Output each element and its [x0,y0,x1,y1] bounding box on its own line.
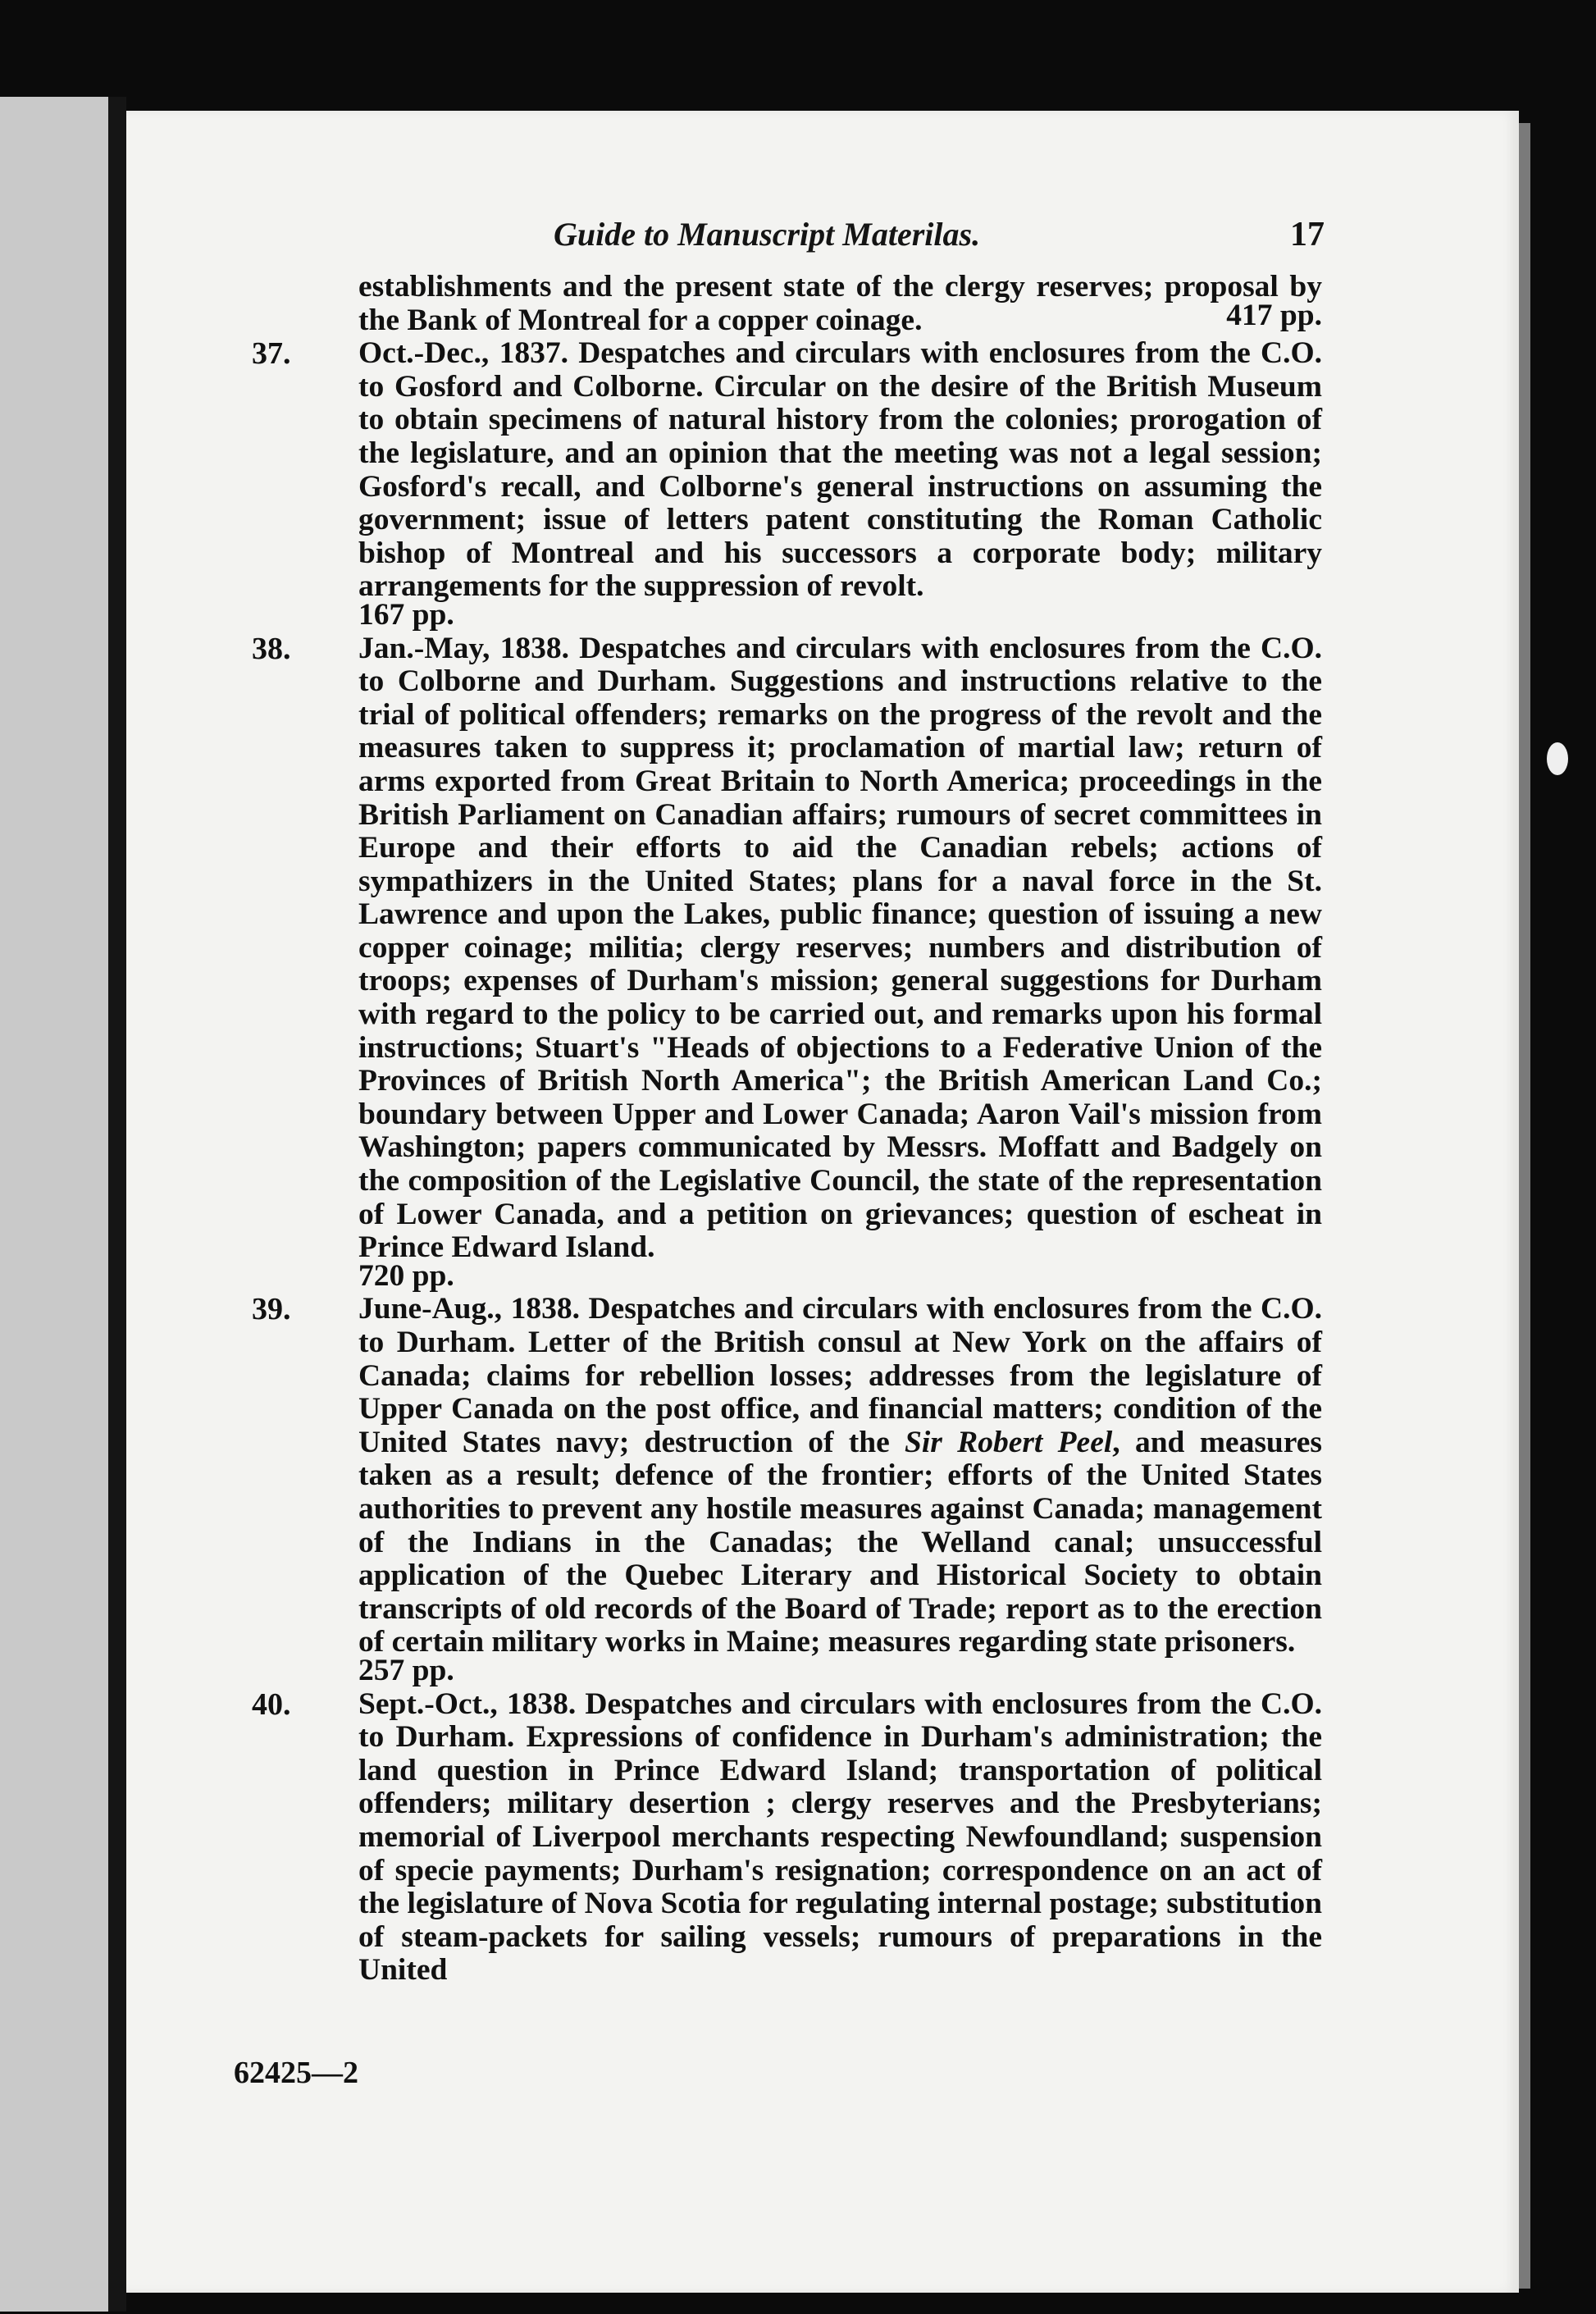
entry-text: Oct.-Dec., 1837. Despatches and circulars with enclosures from the C.O. to Gosford and Colborne. Circular on the desire of the British Museum to obtain specimens of natural history from the colonies; prorogation of the legislature, and an opinion that the meeting was not a legal session; Gosford's recall, and Colborne's general instructions on assuming the government; issue of letters patent constituting the Roman Catholic bishop of Montreal and his successors a corporate body; military arrangements for the suppression of revolt. [358,336,1322,604]
entry-number: 37. [252,336,291,372]
entry-text-part2: , and measures taken as a result; defence of the frontier; efforts of the United States authorities to prevent any hostile measures against Canada; management of the Indians in the Canadas; the Welland canal; unsuccessful application of the Quebec Literary and Historical Society to obtain transcripts of old records of the Board of Trade; report as to the erection of certain military works in Maine; measures regarding state prisoners. [358,1425,1322,1659]
entry-39 [231,1293,1322,1687]
entry-number: 38. [252,631,291,666]
entry-text: Jan.-May, 1838. Despatches and circulars with enclosures from the C.O. to Colborne and Durham. Suggestions and instructions relative to the trial of political offenders; remarks on the progress of the revolt and the measures taken to suppress it; proclamation of martial law; return of arms exported from Great Britain to North America; proceedings in the British Parliament on Canadian affairs; rumours of secret committees in Europe and their efforts to aid the Canadian rebels; actions of sympathizers in the United States; plans for a naval force in the St. Lawrence and upon the Lakes, public finance; question of issuing a new copper coinage; militia; clergy reserves; numbers and distribution of troops; expenses of Durham's mission; general suggestions for Durham with regard to the policy to be carried out, and remarks upon his formal instructions; Stuart's "Heads of objections to a Federative Union of the Provinces of British North America"; the British American Land Co.; boundary between Upper and Lower Canada; Aaron Vail's mission from Washington; papers communicated by Messrs. Moffatt and Badgely on the composition of the Legislative Council, the state of the representation of Lower Canada, and a petition on grievances; question of escheat in Prince Edward Island. [358,631,1322,1265]
running-title: Guide to Manuscript Materilas. [554,216,981,253]
page-body [231,271,1322,1988]
printer-signature: 62425—2 [234,2056,358,2090]
page-count: 417 pp. [1226,298,1322,332]
continuation-text: establishments and the present state of the clergy reserves; proposal by the Bank of Montreal for a copper coinage. [358,270,1322,337]
page-edge-shadow [1519,123,1530,2289]
entry-37 [231,337,1322,632]
entry-number: 39. [252,1292,291,1327]
facing-page-edge [0,97,108,2312]
continuation-paragraph [231,271,1322,337]
page-count: 720 pp. [358,1258,454,1293]
scan-artifact [1547,742,1568,775]
page-header [422,215,1325,264]
page-count: 257 pp. [358,1653,454,1687]
page-number: 17 [1290,216,1325,253]
entry-text: Sept.-Oct., 1838. Despatches and circulars with enclosures from the C.O. to Durham. Expressions of confidence in Durham's administration; the land question in Prince Edward Island; transportation of political offenders; military desertion ; clergy reserves and the Presbyterians; memorial of Liverpool merchants respecting Newfoundland; suspension of specie payments; Durham's resignation; correspondence on an act of the legislature of Nova Scotia for regulating internal postage; substitution of steam-packets for sailing vessels; rumours of preparations in the United [358,1686,1322,1988]
entry-number: 40. [252,1686,291,1722]
entry-40 [231,1688,1322,1988]
book-gutter [108,97,126,2312]
page-count: 167 pp. [358,597,454,632]
ship-name: Sir Robert Peel [905,1425,1113,1459]
entry-text-part1: June-Aug., 1838. Despatches and circulars with enclosures from the C.O. to Durham. Letter of the British consul at New York on the affairs of Canada; claims for rebellion losses; addresses from the legislature of Upper Canada on the post office, and financial matters; condition of the United States navy; destruction of the [358,1292,1322,1459]
entry-38 [231,632,1322,1294]
